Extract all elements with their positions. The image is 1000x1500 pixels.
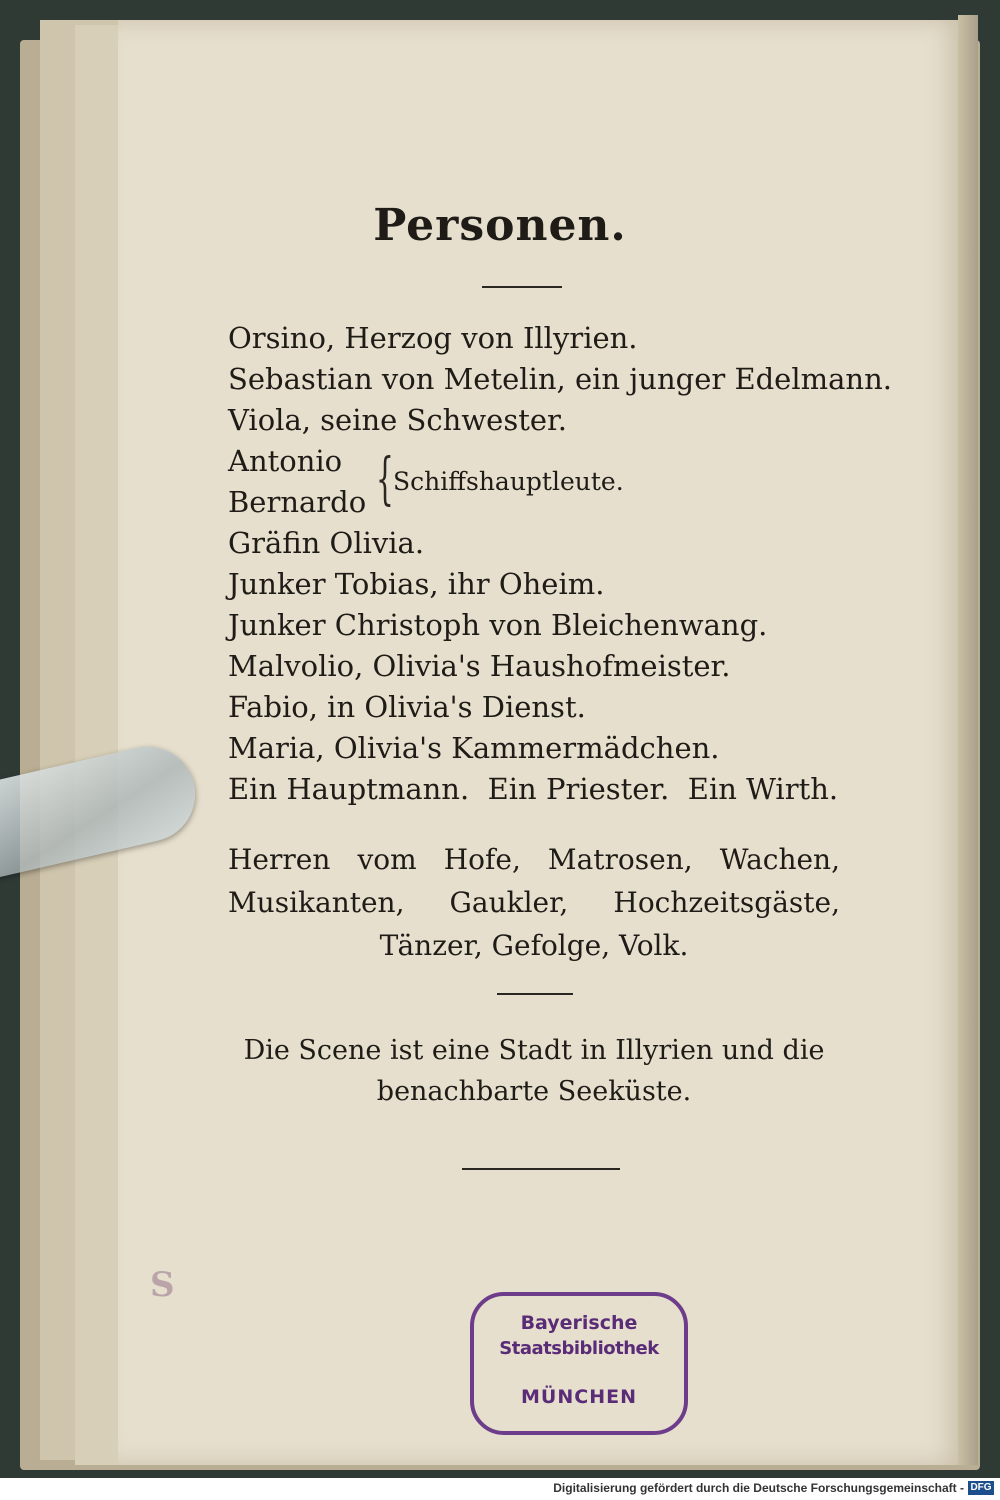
cast-entry: Gräfin Olivia. [228,526,425,560]
stamp-line: MÜNCHEN [521,1386,637,1408]
footer-credit: Digitalisierung gefördert durch die Deutsche Forschungsgemeinschaft - [553,1481,964,1495]
extras-paragraph: Herren vom Hofe, Matrosen, Wachen, Musikanten, Gaukler, Hochzeitsgäste, Tänzer, Gefolge, Volk. [228,843,840,962]
brace-names [228,441,366,523]
cast-entry: Orsino, Herzog von Illyrien. [228,321,638,355]
brace-group [228,441,868,523]
stamp-line: Bayerische [520,1312,638,1334]
closing-rule [462,1168,620,1170]
page-title: Personen. [373,200,627,251]
library-stamp [470,1292,688,1435]
stamp-line: Staatsbibliothek [499,1338,659,1359]
cast-entry: Junker Tobias, ihr Oheim. [228,567,605,601]
dfg-logo-icon: DFG [968,1481,994,1495]
cast-entry: Viola, seine Schwester. [228,403,567,437]
bleed-through-mark: S [150,1265,175,1305]
cast-entry: Sebastian von Metelin, ein junger Edelmann. [228,362,892,396]
cast-entry: Maria, Olivia's Kammermädchen. [228,731,720,765]
cast-entry: Fabio, in Olivia's Dienst. [228,690,586,724]
section-rule [497,993,573,995]
brace-icon: { [376,447,394,512]
scene-description: Die Scene ist eine Stadt in Illyrien und die benachbarte Seeküste. [243,1035,825,1107]
cast-entry: Bernardo [228,485,367,519]
cast-entry: Junker Christoph von Bleichenwang. [228,608,768,642]
cast-list [228,318,892,810]
title-rule [482,286,562,288]
cast-entry: Ein Hauptmann. Ein Priester. Ein Wirth. [228,772,839,806]
brace-role: Schiffshauptleute. [393,467,624,496]
cast-entry: Antonio [228,444,343,478]
cast-entry: Malvolio, Olivia's Haushofmeister. [228,649,731,683]
